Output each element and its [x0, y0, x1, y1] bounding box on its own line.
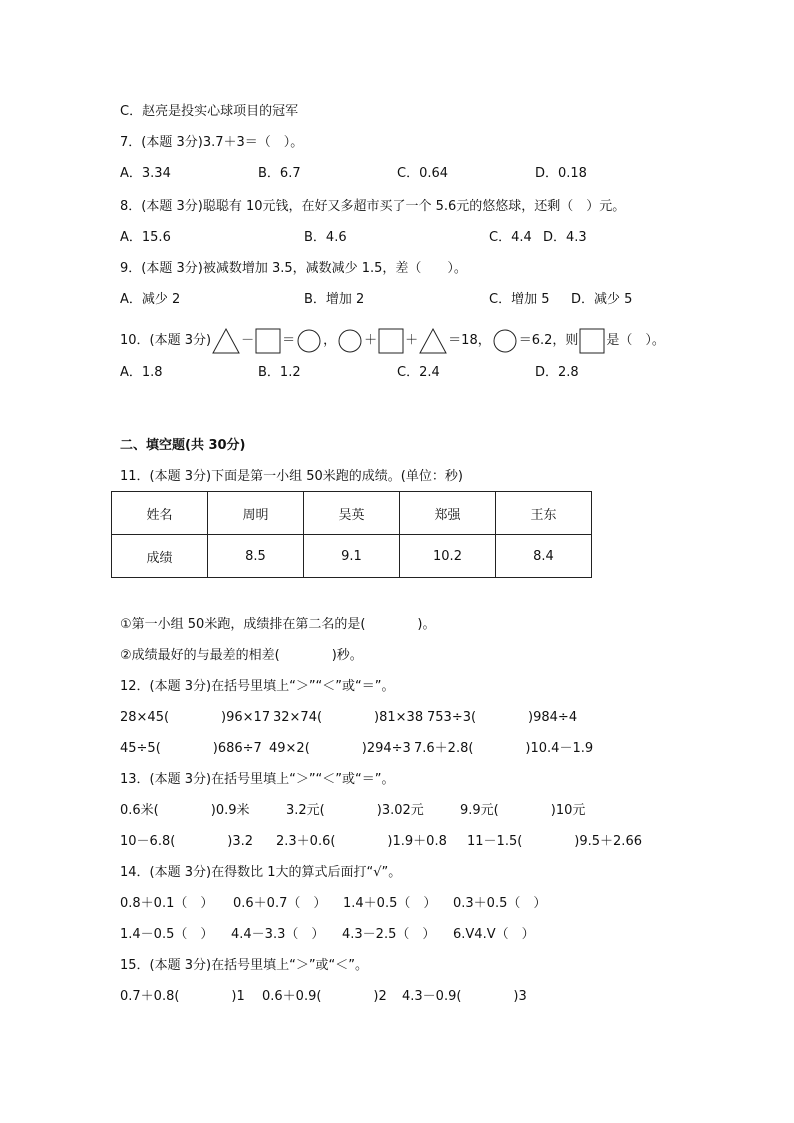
q9-option-d[interactable]: D．减少 5 — [571, 292, 633, 307]
q7-stem: 7．(本题 3分)3.7＋3＝（ ）。 — [120, 135, 304, 150]
q14-expr: 6.V4.V（ ） — [453, 927, 535, 942]
q13-expr: 11－1.5( )9.5＋2.66 — [467, 834, 642, 849]
q14-expr: 0.8＋0.1（ ） — [120, 896, 214, 911]
triangle-icon — [418, 327, 448, 355]
q10-prefix: 10．(本题 3分) — [120, 333, 212, 348]
q8-option-d[interactable]: D．4.3 — [543, 230, 587, 245]
q6-option-c: C．赵亮是投实心球项目的冠军 — [120, 104, 299, 119]
q12-expr: 7.6＋2.8( )10.4－1.9 — [414, 741, 594, 756]
q10-option-c[interactable]: C．2.4 — [397, 365, 440, 380]
q10-stem — [120, 323, 665, 360]
q11-sub1: ①第一小组 50米跑，成绩排在第二名的是( )。 — [120, 617, 436, 632]
section-title: 二、填空题(共 30分) — [120, 438, 246, 453]
q10-eq62: ＝6.2，则 — [518, 333, 579, 348]
q14-expr: 1.4－0.5（ ） — [120, 927, 214, 942]
circle-icon — [295, 327, 323, 355]
table-cell: 郑强 — [400, 492, 496, 535]
table-header-row — [112, 492, 592, 535]
q15-stem: 15．(本题 3分)在括号里填上“＞”或“＜”。 — [120, 958, 369, 973]
table-cell: 8.4 — [496, 535, 592, 578]
q10-equals: ＝ — [282, 333, 296, 348]
q12-expr: 753÷3( )984÷4 — [427, 710, 578, 725]
q12-expr: 49×2( )294÷3 — [269, 741, 411, 756]
q8-option-a[interactable]: A．15.6 — [120, 230, 171, 245]
q11-stem: 11．(本题 3分)下面是第一小组 50米跑的成绩。(单位：秒) — [120, 469, 463, 484]
table-row — [112, 535, 592, 578]
table-cell: 9.1 — [304, 535, 400, 578]
q13-expr: 10－6.8( )3.2 — [120, 834, 254, 849]
q8-option-c[interactable]: C．4.4 — [489, 230, 532, 245]
q11-sub2: ②成绩最好的与最差的相差( )秒。 — [120, 648, 363, 663]
q14-expr: 0.6＋0.7（ ） — [233, 896, 327, 911]
q10-option-a[interactable]: A．1.8 — [120, 365, 163, 380]
table-cell: 姓名 — [112, 492, 208, 535]
table-cell: 王东 — [496, 492, 592, 535]
q8-option-b[interactable]: B．4.6 — [304, 230, 347, 245]
q14-expr: 4.3－2.5（ ） — [342, 927, 436, 942]
q10-option-d[interactable]: D．2.8 — [535, 365, 579, 380]
circle-icon — [336, 327, 364, 355]
table-cell: 吴英 — [304, 492, 400, 535]
q10-option-b[interactable]: B．1.2 — [258, 365, 301, 380]
table-cell: 8.5 — [208, 535, 304, 578]
table-cell: 周明 — [208, 492, 304, 535]
circle-icon — [491, 327, 519, 355]
q12-stem: 12．(本题 3分)在括号里填上“＞”“＜”或“＝”。 — [120, 679, 395, 694]
q13-expr: 3.2元( )3.02元 — [286, 803, 424, 818]
q9-option-b[interactable]: B．增加 2 — [304, 292, 365, 307]
square-icon — [578, 327, 606, 355]
q15-expr: 4.3－0.9( )3 — [402, 989, 527, 1004]
q7-option-b[interactable]: B．6.7 — [258, 166, 301, 181]
q13-expr: 0.6米( )0.9米 — [120, 803, 250, 818]
q9-stem: 9．(本题 3分)被减数增加 3.5，减数减少 1.5，差（ ）。 — [120, 261, 467, 276]
square-icon — [377, 327, 405, 355]
q14-expr: 1.4＋0.5（ ） — [343, 896, 437, 911]
q10-eq18: ＝18， — [448, 333, 491, 348]
q10-plus: ＋ — [364, 333, 378, 348]
q13-expr: 9.9元( )10元 — [460, 803, 586, 818]
q12-expr: 32×74( )81×38 — [273, 710, 424, 725]
score-table — [111, 491, 592, 578]
q14-expr: 4.4－3.3（ ） — [231, 927, 325, 942]
q12-expr: 28×45( )96×17 — [120, 710, 271, 725]
q9-option-c[interactable]: C．增加 5 — [489, 292, 550, 307]
q13-stem: 13．(本题 3分)在括号里填上“＞”“＜”或“＝”。 — [120, 772, 395, 787]
q8-stem: 8．(本题 3分)聪聪有 10元钱，在好又多超市买了一个 5.6元的悠悠球，还剩（ ）元。 — [120, 199, 626, 214]
q10-comma: ， — [323, 333, 337, 348]
triangle-icon — [211, 327, 241, 355]
q14-stem: 14．(本题 3分)在得数比 1大的算式后面打“√”。 — [120, 865, 402, 880]
q10-suffix: 是（ ）。 — [606, 333, 665, 348]
q15-expr: 0.7＋0.8( )1 — [120, 989, 245, 1004]
q13-expr: 2.3＋0.6( )1.9＋0.8 — [276, 834, 447, 849]
q7-option-a[interactable]: A．3.34 — [120, 166, 171, 181]
q10-plus: ＋ — [405, 333, 419, 348]
q9-option-a[interactable]: A．减少 2 — [120, 292, 181, 307]
table-cell: 成绩 — [112, 535, 208, 578]
q7-option-c[interactable]: C．0.64 — [397, 166, 449, 181]
q7-option-d[interactable]: D．0.18 — [535, 166, 587, 181]
q12-expr: 45÷5( )686÷7 — [120, 741, 262, 756]
square-icon — [254, 327, 282, 355]
table-cell: 10.2 — [400, 535, 496, 578]
q15-expr: 0.6＋0.9( )2 — [262, 989, 387, 1004]
q10-minus: － — [241, 333, 255, 348]
q14-expr: 0.3＋0.5（ ） — [453, 896, 547, 911]
